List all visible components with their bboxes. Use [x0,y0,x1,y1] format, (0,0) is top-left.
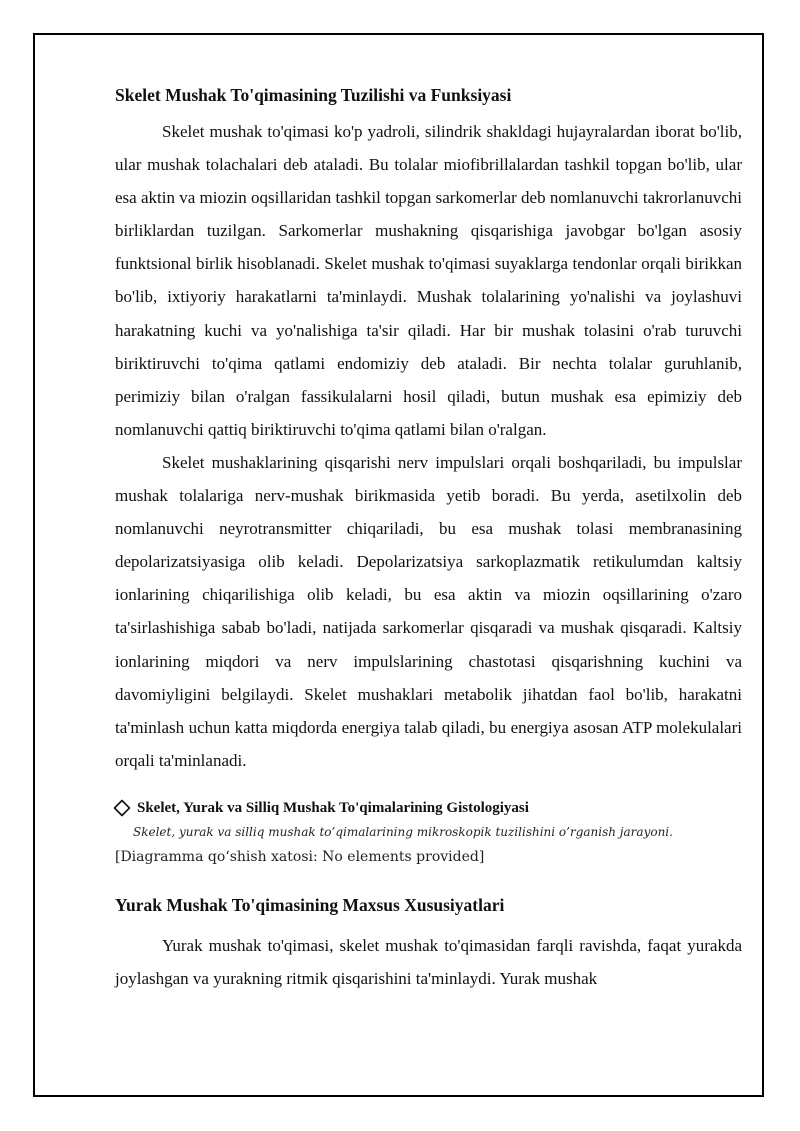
paragraph: Yurak mushak to'qimasi, skelet mushak to'qimasidan farqli ravishda, faqat yurakda joylashgan va yurakning ritmik qisqarishini ta'minlaydi. Yurak mushak [115,935,742,988]
diagram-caption: Skelet, yurak va silliq mushak to’qimalarining mikroskopik tuzilishini o’rganish jarayoni. [133,824,673,839]
diamond-icon [113,799,131,817]
paragraph: Skelet mushaklarining qisqarishi nerv impulslari orqali boshqariladi, bu impulslar mushak tolalariga nerv-mushak birikmasida yetib boradi. Bu yerda, asetilxolin deb nomlanuvchi neyrotransmitter chiqariladi, bu esa mushak tolasi membranasining depolarizatsiyasiga olib keladi. Depolarizatsiya sarkoplazmatik retikulumdan kaltsiy ionlarining chiqarilishiga olib keladi, bu esa aktin va miozin oqsillarining o'zaro ta'sirlashishiga sabab bo'ladi, natijada sarkomerlar qisqaradi va mushak qisqaradi. Kaltsiy ionlarining miqdori va nerv impulslarining chastotasi qisqarishning kuchini va davomiyligini belgilaydi. Skelet mushaklari metabolik jihatdan faol bo'lib, harakatni ta'minlash uchun katta miqdorda energiya talab qiladi, bu energiya asosan ATP molekulalari orqali ta'minlanadi. [115,452,742,770]
section-heading: Yurak Mushak To'qimasining Maxsus Xususiyatlari [115,894,505,915]
paragraph: Skelet mushak to'qimasi ko'p yadroli, silindrik shakldagi hujayralardan iborat bo'lib, ular mushak tolachalari deb ataladi. Bu tolalar miofibrillalardan tashkil topgan bo'lib, ular esa aktin va miozin oqsillaridan tashkil topgan sarkomerlar deb nomlanuvchi takrorlanuvchi birliklardan tuzilgan. Sarkomerlar mushakning qisqarishiga javobgar bo'lgan asosiy funktsional birlik hisoblanadi. Skelet mushak to'qimasi suyaklarga tendonlar orqali birikkan bo'lib, ixtiyoriy harakatlarni ta'minlaydi. Mushak tolalarining yo'nalishi va joylashuvi harakatning kuchi va yo'nalishiga ta'sir qiladi. Har bir mushak tolasini o'rab turuvchi biriktiruvchi to'qima qatlami endomiziy deb ataladi. Bir nechta tolalar guruhlanib, perimiziy bilan o'ralgan fassikulalarni hosil qiladi, butun mushak esa epimiziy deb nomlanuvchi qattiq biriktiruvchi to'qima qatlami bilan o'ralgan. [115,122,742,439]
diagram-title-text: Skelet, Yurak va Silliq Mushak To'qimalarining Gistologiyasi [137,799,529,816]
diagram-error: [Diagramma qo‘shish xatosi: No elements provided] [115,848,485,865]
section-heading: Skelet Mushak To'qimasining Tuzilishi va Funksiyasi [115,85,512,105]
document-content [115,83,742,995]
diagram-title [113,798,742,818]
section-skeletal-muscle [115,83,742,777]
section-cardiac-muscle [115,893,742,995]
